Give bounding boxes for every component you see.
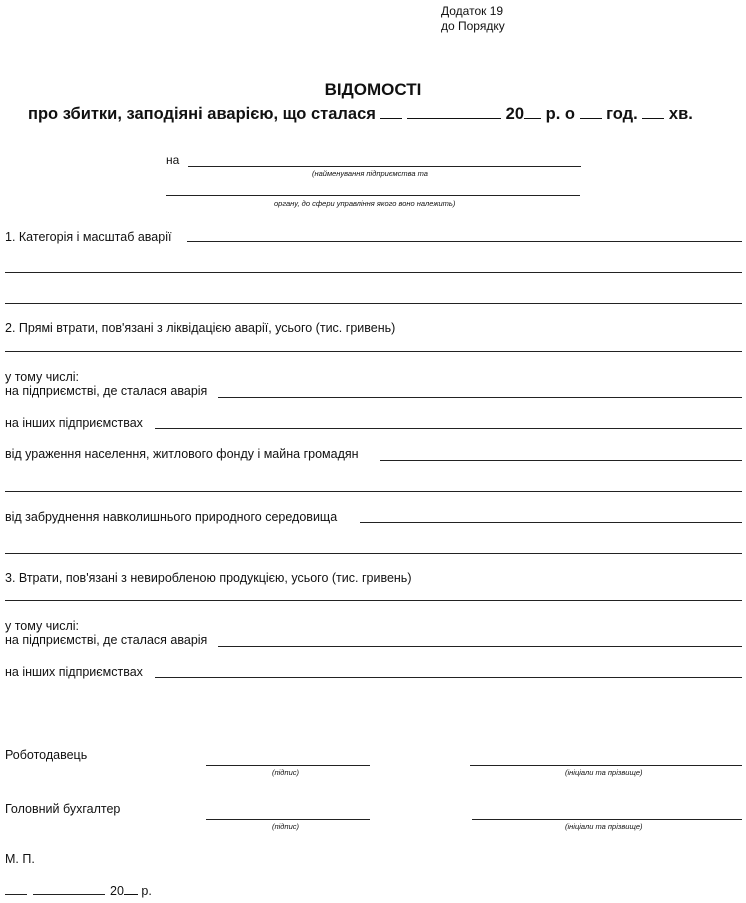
employer-signature-line[interactable] [206, 765, 370, 766]
page-title: ВІДОМОСТІ [324, 80, 422, 99]
year-blank[interactable] [524, 104, 541, 119]
accountant-label: Головний бухгалтер [5, 802, 121, 816]
section1-line-1[interactable] [187, 241, 742, 242]
hour-blank[interactable] [580, 104, 602, 119]
section1-label: 1. Категорія і масштаб аварії [5, 230, 172, 244]
accountant-signature-hint: (підпис) [272, 822, 299, 831]
appendix-label: Додаток 19 [441, 4, 504, 18]
day-blank[interactable] [380, 104, 402, 119]
recipient-line-2[interactable] [166, 195, 580, 196]
accountant-initials-line[interactable] [472, 819, 742, 820]
year-prefix: 20 [505, 105, 525, 123]
section2-pollution-line-2[interactable] [5, 553, 742, 554]
section3-other-label: на інших підприємствах [5, 665, 143, 679]
section1-line-3[interactable] [5, 303, 742, 304]
employer-initials-line[interactable] [470, 765, 742, 766]
section3-total-line[interactable] [5, 600, 742, 601]
section2-other-label: на інших підприємствах [5, 416, 143, 430]
footer-year-blank[interactable] [124, 882, 138, 895]
hour-label: год. [606, 105, 638, 123]
recipient-hint-1: (найменування підприємства та [312, 169, 428, 178]
employer-initials-hint: (ініціали та прізвище) [565, 768, 643, 777]
footer-day-line[interactable] [5, 894, 27, 895]
section2-population-label: від ураження населення, житлового фонду і майна громадян [5, 447, 359, 461]
minute-blank[interactable] [642, 104, 664, 119]
recipient-hint-2: органу, до сфери управління якого воно належить) [274, 199, 456, 208]
footer-year [110, 882, 152, 899]
section3-enterprise-line[interactable] [218, 646, 742, 647]
section3-including: у тому числі: [5, 619, 80, 633]
section1-line-2[interactable] [5, 272, 742, 273]
section2-population-line-1[interactable] [380, 460, 742, 461]
section2-total-line[interactable] [5, 351, 742, 352]
stamp-label: М. П. [5, 852, 35, 866]
section3-label: 3. Втрати, пов'язані з невиробленою продукцією, усього (тис. гривень) [5, 571, 412, 585]
section2-pollution-line-1[interactable] [360, 522, 742, 523]
employer-signature-hint: (підпис) [272, 768, 299, 777]
accountant-initials-hint: (ініціали та прізвище) [565, 822, 643, 831]
accountant-signature-line[interactable] [206, 819, 370, 820]
minute-label: хв. [668, 105, 693, 123]
section2-enterprise-line[interactable] [218, 397, 742, 398]
to-label: на [166, 153, 180, 167]
section2-other-line[interactable] [155, 428, 742, 429]
to-order-label: до Порядку [441, 19, 505, 33]
footer-month-line[interactable] [33, 894, 105, 895]
section2-pollution-label: від забруднення навколишнього природного середовища [5, 510, 338, 524]
section2-including: у тому числі: [5, 370, 80, 384]
footer-year-prefix: 20 [110, 884, 124, 898]
year-suffix: р. о [545, 105, 575, 123]
section2-label: 2. Прямі втрати, пов'язані з ліквідацією аварії, усього (тис. гривень) [5, 321, 396, 335]
footer-year-suffix: р. [141, 884, 152, 898]
recipient-line-1[interactable] [188, 166, 581, 167]
section3-other-line[interactable] [155, 677, 742, 678]
section3-enterprise-label: на підприємстві, де сталася аварія [5, 633, 208, 647]
section2-population-line-2[interactable] [5, 491, 742, 492]
subtitle-prefix: про збитки, заподіяні аварією, що сталася [28, 105, 376, 123]
month-blank[interactable] [407, 104, 501, 119]
section2-enterprise-label: на підприємстві, де сталася аварія [5, 384, 208, 398]
page-subtitle [28, 104, 693, 124]
employer-label: Роботодавець [5, 748, 88, 762]
